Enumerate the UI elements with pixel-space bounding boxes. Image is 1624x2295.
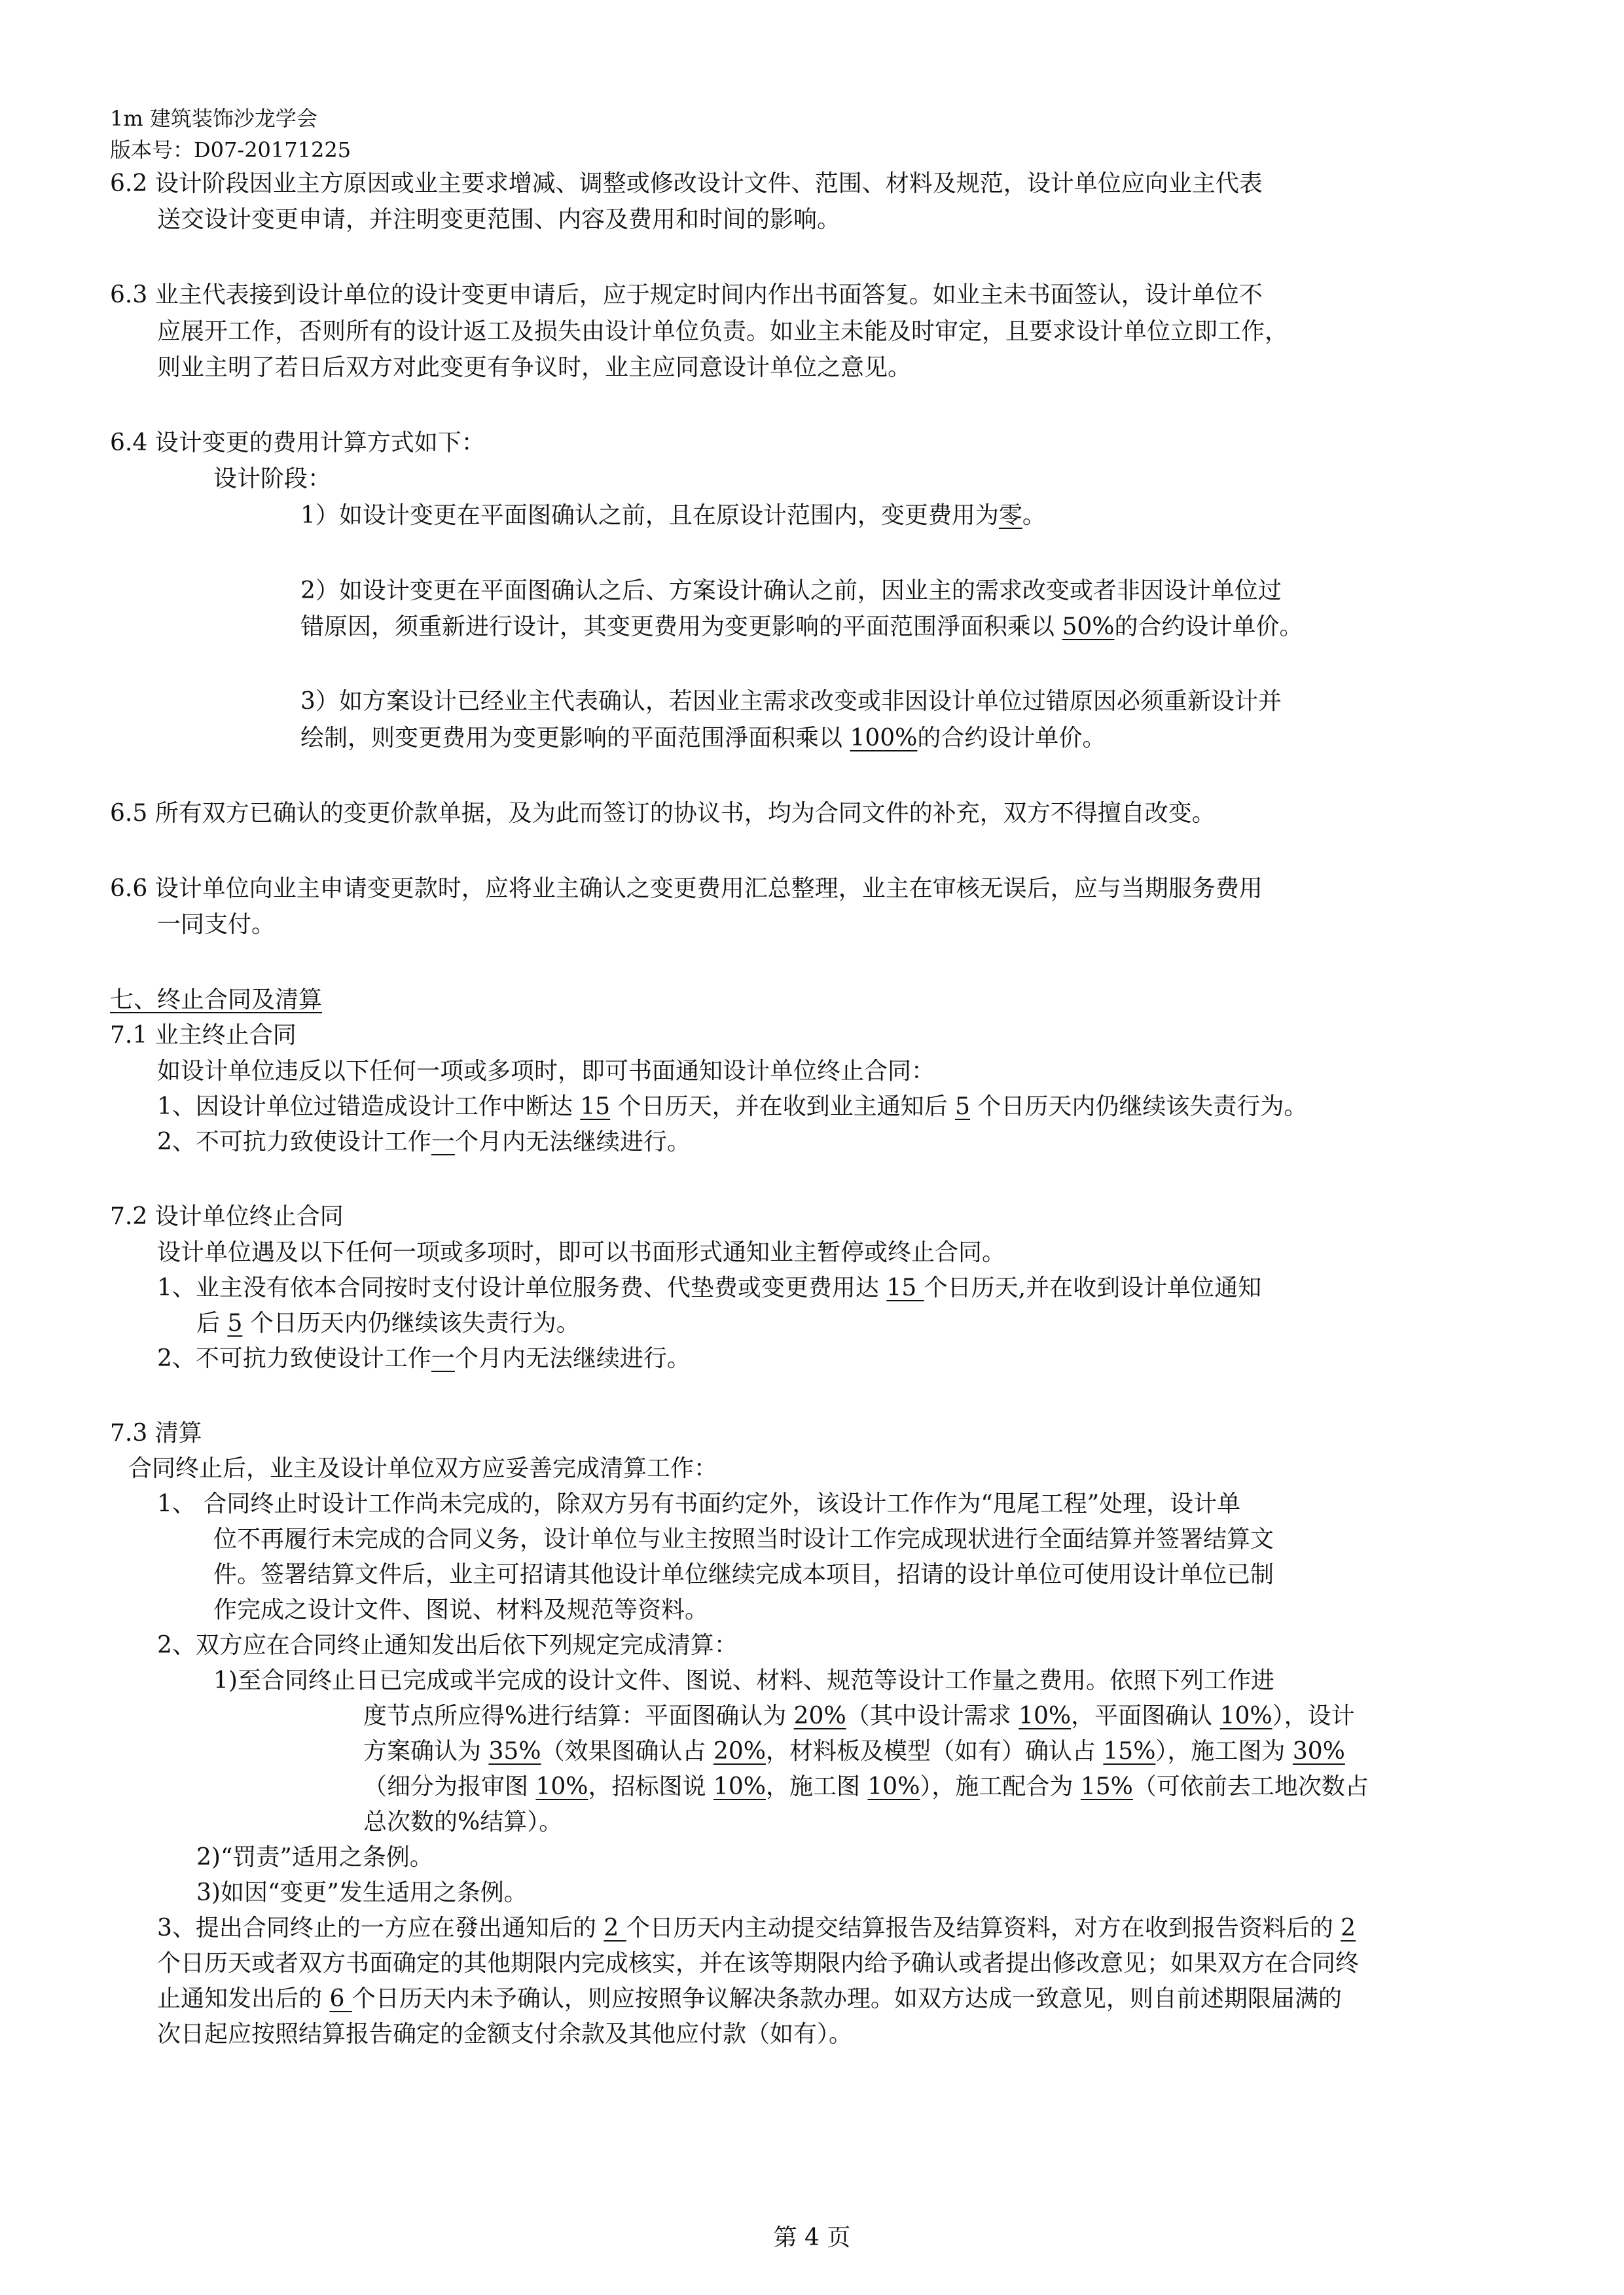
text-span: 2)“罚责”适用之条例。: [196, 1844, 433, 1871]
underlined-value: 10%: [867, 1773, 920, 1800]
text-span: 次日起应按照结算报告确定的金额支付余款及其他应付款（如有）。: [157, 2021, 853, 2048]
text-line: [300, 607, 1303, 647]
text-line: [110, 164, 1263, 204]
text-span: ，招标图说: [588, 1773, 713, 1800]
header-version: 版本号：D07-20171225: [110, 137, 352, 162]
text-span: 1、 合同终止时设计工作尚未完成的，除双方另有书面约定外，该设计工作作为“甩尾工程”处理，设计单: [157, 1491, 1241, 1517]
text-span: ，施工图: [765, 1773, 868, 1800]
text-line: [157, 312, 1288, 352]
underlined-value: 2: [1341, 1915, 1356, 1942]
underlined-value: 10%: [713, 1773, 766, 1800]
underlined-value: 100%: [850, 725, 918, 751]
text-line: [110, 869, 1263, 909]
text-line: [213, 460, 331, 499]
text-span: 1)至合同终止日已完成或半完成的设计文件、图说、材料、规范等设计工作量之费用。依照下列工作进: [213, 1667, 1274, 1694]
text-line: [363, 1697, 1355, 1736]
text-span: 3）如方案设计已经业主代表确认，若因业主需求改变或非因设计单位过错原因必须重新设计并: [300, 688, 1282, 715]
text-span: 送交设计变更申请，并注明变更范围、内容及费用和时间的影响。: [157, 206, 841, 233]
text-span: 位不再履行未完成的合同义务，设计单位与业主按照当时设计工作完成现状进行全面结算并签署结算文: [213, 1526, 1274, 1553]
text-span: 如设计单位违反以下任何一项或多项时，即可书面通知设计单位终止合同：: [157, 1058, 935, 1085]
text-span: 绘制，则变更费用为变更影响的平面范围淨面积乘以: [300, 725, 850, 751]
text-line: [157, 1339, 691, 1379]
text-span: ），施工图为: [1155, 1738, 1293, 1765]
text-span: 总次数的%结算）。: [363, 1809, 563, 1835]
text-span: 的合约设计单价。: [1114, 613, 1303, 640]
text-span: ），施工配合为: [920, 1773, 1081, 1800]
text-span: 件。签署结算文件后，业主可招请其他设计单位继续完成本项目，招请的设计单位可使用设计单位已制: [213, 1561, 1274, 1588]
underlined-value: 10%: [1019, 1703, 1072, 1729]
underlined-value: 50%: [1062, 613, 1115, 640]
text-span: 个日历天或者双方书面确定的其他期限内完成核实，并在该等期限内给予确认或者提出修改意见；如果双方在合同终: [157, 1950, 1360, 1977]
text-line: [157, 1269, 1261, 1308]
underlined-value: 15%: [1103, 1738, 1156, 1765]
text-span: ，平面图确认: [1071, 1703, 1220, 1729]
underlined-value: 20%: [713, 1738, 766, 1765]
underlined-value: 5: [955, 1093, 970, 1120]
text-line: [157, 1123, 691, 1162]
text-span: 2、双方应在合同终止通知发出后依下列规定完成清算：: [157, 1632, 738, 1659]
text-span: 设计单位遇及以下任何一项或多项时，即可以书面形式通知业主暂停或终止合同。: [157, 1239, 1006, 1266]
text-span: 2、不可抗力致使设计工作: [157, 1129, 431, 1155]
text-line: [213, 1555, 1274, 1595]
underlined-value: 15%: [1080, 1773, 1133, 1800]
underlined-value: 一: [431, 1345, 455, 1372]
header-org: 1m 建筑装饰沙龙学会: [110, 106, 317, 131]
text-line: [196, 1304, 580, 1343]
underlined-value: 零: [998, 502, 1022, 529]
text-span: 7.1 业主终止合同: [110, 1022, 297, 1049]
text-line: [157, 1233, 1005, 1273]
text-line: [157, 1052, 935, 1091]
text-span: 6.6 设计单位向业主申请变更款时，应将业主确认之变更费用汇总整理，业主在审核无误后，应与当期服务费用: [110, 875, 1263, 902]
text-line: [300, 496, 1046, 535]
text-line: [157, 200, 840, 240]
text-line: [157, 1909, 1356, 1948]
underlined-value: 30%: [1292, 1738, 1345, 1765]
text-span: （可依前去工地次数占: [1132, 1773, 1369, 1800]
text-span: 度节点所应得%进行结算：平面图确认为: [363, 1703, 794, 1729]
text-line: [157, 1087, 1307, 1127]
underlined-value: 2: [604, 1915, 626, 1942]
text-span: （细分为报审图: [363, 1773, 536, 1800]
underlined-value: 15: [886, 1274, 924, 1301]
text-line: [157, 1626, 738, 1665]
text-line: [300, 571, 1282, 611]
text-span: 应展开工作，否则所有的设计返工及损失由设计单位负责。如业主未能及时审定，且要求设计单位立即工作，: [157, 318, 1289, 345]
text-span: 1）如设计变更在平面图确认之前，且在原设计范围内，变更费用为: [300, 502, 999, 529]
text-line: [196, 1873, 528, 1913]
underlined-value: 10%: [535, 1773, 588, 1800]
text-line: [157, 1979, 1342, 2019]
text-line: [157, 905, 275, 945]
text-span: 个日历天内未予确认，则应按照争议解决条款办理。如双方达成一致意见，则自前述期限届满的: [352, 1985, 1342, 2012]
text-line: [110, 1197, 344, 1237]
text-line: [213, 1520, 1274, 1559]
text-span: 则业主明了若日后双方对此变更有争议时，业主应同意设计单位之意见。: [157, 354, 912, 381]
text-span: 设计阶段：: [213, 465, 332, 492]
text-line: [213, 1661, 1274, 1701]
text-span: 6.2 设计阶段因业主方原因或业主要求增减、调整或修改设计文件、范围、材料及规范，设计单位应向业主代表: [110, 170, 1263, 197]
text-span: 3)如因“变更”发生适用之条例。: [196, 1879, 528, 1906]
text-span: 后: [196, 1310, 228, 1337]
text-span: 7.3 清算: [110, 1420, 202, 1447]
text-line: [213, 1591, 708, 1630]
underlined-value: 10%: [1219, 1703, 1272, 1729]
text-line: [363, 1803, 562, 1842]
text-span: 个日历天内仍继续该失责行为。: [242, 1310, 580, 1337]
text-line: [196, 1838, 433, 1877]
text-line: [128, 1449, 717, 1489]
page-number: 第 4 页: [773, 2224, 851, 2251]
text-span: 个日历天,并在收到设计单位通知: [924, 1274, 1262, 1301]
text-span: 止通知发出后的: [157, 1985, 330, 2012]
text-span: 错原因，须重新进行设计，其变更费用为变更影响的平面范围淨面积乘以: [300, 613, 1062, 640]
text-span: 7.2 设计单位终止合同: [110, 1203, 344, 1230]
underlined-value: 6: [329, 1985, 352, 2012]
text-line: [157, 1485, 1240, 1524]
underlined-value: 20%: [793, 1703, 846, 1729]
text-line: [110, 424, 485, 463]
text-line: [300, 682, 1282, 721]
text-span: 1、业主没有依本合同按时支付设计单位服务费、代垫费或变更费用达: [157, 1274, 887, 1301]
text-line: [110, 276, 1263, 315]
text-span: 方案确认为: [363, 1738, 489, 1765]
text-line: [363, 1732, 1345, 1771]
text-span: 2、不可抗力致使设计工作: [157, 1345, 431, 1372]
text-span: ），设计: [1272, 1703, 1355, 1729]
text-span: 个日历天内主动提交结算报告及结算资料，对方在收到报告资料后的: [626, 1915, 1341, 1942]
text-span: 一同支付。: [157, 911, 276, 938]
text-line: [110, 1414, 202, 1453]
text-span: 6.4 设计变更的费用计算方式如下：: [110, 429, 485, 456]
text-span: ，材料板及模型（如有）确认占: [765, 1738, 1104, 1765]
text-line: [157, 2015, 852, 2054]
text-span: 6.5 所有双方已确认的变更价款单据，及为此而签订的协议书，均为合同文件的补充，双方不得擅自改变。: [110, 800, 1216, 827]
text-line: [300, 719, 1106, 758]
text-line: [110, 981, 322, 1020]
underlined-value: 一: [431, 1129, 455, 1155]
text-span: 6.3 业主代表接到设计单位的设计变更申请后，应于规定时间内作出书面答复。如业主未书面签认，设计单位不: [110, 281, 1263, 308]
text-span: （其中设计需求: [846, 1703, 1019, 1729]
text-span: 个日历天，并在收到业主通知后: [610, 1093, 956, 1120]
text-span: 作完成之设计文件、图说、材料及规范等资料。: [213, 1597, 709, 1623]
text-line: [363, 1767, 1369, 1807]
text-span: 1、因设计单位过错造成设计工作中断达: [157, 1093, 581, 1120]
text-line: [110, 1016, 297, 1055]
text-span: 的合约设计单价。: [917, 725, 1106, 751]
underlined-value: 35%: [488, 1738, 541, 1765]
text-line: [110, 794, 1216, 833]
text-span: 2）如设计变更在平面图确认之后、方案设计确认之前，因业主的需求改变或者非因设计单位过: [300, 577, 1282, 604]
text-span: 个月内无法继续进行。: [454, 1345, 691, 1372]
text-span: 个日历天内仍继续该失责行为。: [969, 1093, 1308, 1120]
text-span: 3、提出合同终止的一方应在發出通知后的: [157, 1915, 604, 1942]
text-line: [157, 348, 911, 388]
text-span: 。: [1022, 502, 1046, 529]
text-span: 合同终止后，业主及设计单位双方应妥善完成清算工作：: [128, 1455, 718, 1482]
underlined-value: 15: [580, 1093, 611, 1120]
underlined-value: 5: [227, 1310, 243, 1337]
text-line: [157, 1944, 1359, 1983]
underlined-value: 七、终止合同及清算: [110, 986, 323, 1013]
text-span: （效果图确认占: [541, 1738, 713, 1765]
text-span: 个月内无法继续进行。: [454, 1129, 691, 1155]
